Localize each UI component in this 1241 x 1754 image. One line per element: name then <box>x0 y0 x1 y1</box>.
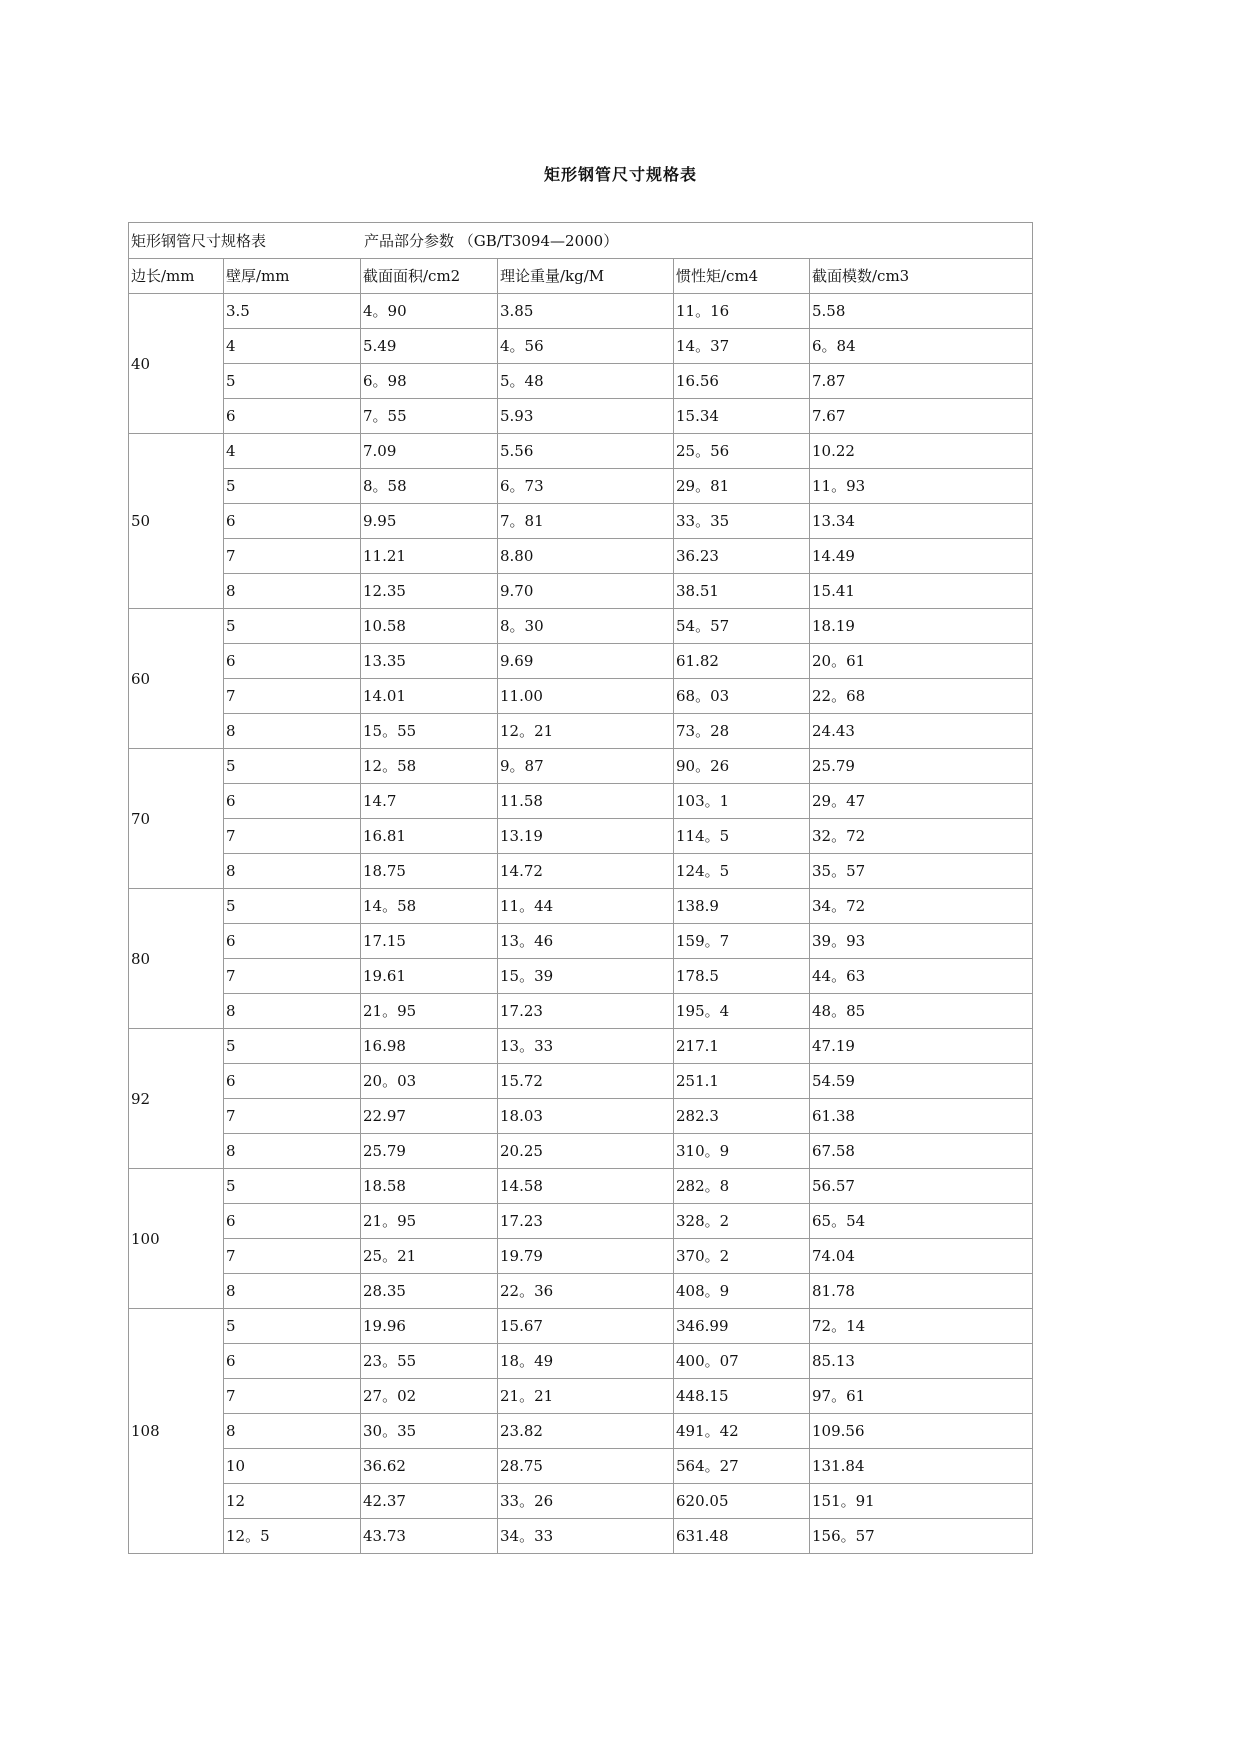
cell-inertia: 408。9 <box>674 1274 810 1309</box>
cell-area: 12.35 <box>361 574 498 609</box>
cell-modulus: 24.43 <box>810 714 1033 749</box>
table-row <box>129 1274 1033 1309</box>
cell-inertia: 36.23 <box>674 539 810 574</box>
header-weight: 理论重量/kg/M <box>498 259 674 294</box>
cell-inertia: 346.99 <box>674 1309 810 1344</box>
cell-inertia: 138.9 <box>674 889 810 924</box>
banner-standard: 产品部分参数 （GB/T3094—2000） <box>364 231 619 250</box>
table-row <box>129 574 1033 609</box>
cell-thickness: 5 <box>224 889 361 924</box>
cell-side-length: 50 <box>129 434 224 609</box>
cell-modulus: 22。68 <box>810 679 1033 714</box>
cell-area: 30。35 <box>361 1414 498 1449</box>
cell-weight: 21。21 <box>498 1379 674 1414</box>
cell-weight: 13.19 <box>498 819 674 854</box>
header-area: 截面面积/cm2 <box>361 259 498 294</box>
table-row <box>129 539 1033 574</box>
cell-modulus: 39。93 <box>810 924 1033 959</box>
cell-inertia: 491。42 <box>674 1414 810 1449</box>
cell-inertia: 38.51 <box>674 574 810 609</box>
cell-modulus: 15.41 <box>810 574 1033 609</box>
cell-inertia: 400。07 <box>674 1344 810 1379</box>
cell-area: 12。58 <box>361 749 498 784</box>
cell-area: 16.98 <box>361 1029 498 1064</box>
table-row <box>129 1239 1033 1274</box>
cell-thickness: 3.5 <box>224 294 361 329</box>
cell-area: 7。55 <box>361 399 498 434</box>
cell-thickness: 8 <box>224 574 361 609</box>
cell-thickness: 8 <box>224 1274 361 1309</box>
cell-area: 22.97 <box>361 1099 498 1134</box>
table-row <box>129 1344 1033 1379</box>
cell-thickness: 7 <box>224 959 361 994</box>
cell-modulus: 5.58 <box>810 294 1033 329</box>
cell-weight: 11.58 <box>498 784 674 819</box>
table-row <box>129 434 1033 469</box>
banner-title: 矩形钢管尺寸规格表 <box>131 231 267 250</box>
header-inertia: 惯性矩/cm4 <box>674 259 810 294</box>
cell-weight: 14.72 <box>498 854 674 889</box>
cell-weight: 5.93 <box>498 399 674 434</box>
table-row <box>129 1449 1033 1484</box>
cell-side-length: 80 <box>129 889 224 1029</box>
cell-weight: 18.03 <box>498 1099 674 1134</box>
cell-modulus: 14.49 <box>810 539 1033 574</box>
cell-inertia: 251.1 <box>674 1064 810 1099</box>
cell-area: 21。95 <box>361 1204 498 1239</box>
cell-area: 43.73 <box>361 1519 498 1554</box>
cell-thickness: 6 <box>224 399 361 434</box>
cell-modulus: 25.79 <box>810 749 1033 784</box>
cell-thickness: 7 <box>224 1239 361 1274</box>
cell-weight: 8。30 <box>498 609 674 644</box>
cell-modulus: 85.13 <box>810 1344 1033 1379</box>
header-side: 边长/mm <box>129 259 224 294</box>
cell-area: 14.01 <box>361 679 498 714</box>
cell-modulus: 72。14 <box>810 1309 1033 1344</box>
cell-thickness: 8 <box>224 1134 361 1169</box>
cell-modulus: 48。85 <box>810 994 1033 1029</box>
cell-area: 19.61 <box>361 959 498 994</box>
cell-weight: 18。49 <box>498 1344 674 1379</box>
cell-modulus: 13.34 <box>810 504 1033 539</box>
cell-thickness: 7 <box>224 1099 361 1134</box>
cell-thickness: 4 <box>224 434 361 469</box>
cell-modulus: 29。47 <box>810 784 1033 819</box>
cell-area: 18.58 <box>361 1169 498 1204</box>
cell-thickness: 12。5 <box>224 1519 361 1554</box>
cell-thickness: 8 <box>224 714 361 749</box>
cell-inertia: 16.56 <box>674 364 810 399</box>
cell-inertia: 29。81 <box>674 469 810 504</box>
cell-area: 4。90 <box>361 294 498 329</box>
cell-thickness: 8 <box>224 1414 361 1449</box>
cell-inertia: 159。7 <box>674 924 810 959</box>
cell-weight: 4。56 <box>498 329 674 364</box>
cell-weight: 6。73 <box>498 469 674 504</box>
table-row <box>129 1519 1033 1554</box>
cell-weight: 22。36 <box>498 1274 674 1309</box>
cell-area: 16.81 <box>361 819 498 854</box>
cell-thickness: 10 <box>224 1449 361 1484</box>
cell-weight: 15.72 <box>498 1064 674 1099</box>
table-row <box>129 329 1033 364</box>
spec-table <box>128 222 1033 1554</box>
table-row <box>129 1099 1033 1134</box>
cell-inertia: 178.5 <box>674 959 810 994</box>
table-row <box>129 504 1033 539</box>
cell-modulus: 20。61 <box>810 644 1033 679</box>
cell-inertia: 620.05 <box>674 1484 810 1519</box>
cell-area: 7.09 <box>361 434 498 469</box>
table-row <box>129 1029 1033 1064</box>
cell-modulus: 44。63 <box>810 959 1033 994</box>
cell-modulus: 34。72 <box>810 889 1033 924</box>
cell-side-length: 92 <box>129 1029 224 1169</box>
cell-thickness: 5 <box>224 1309 361 1344</box>
cell-thickness: 12 <box>224 1484 361 1519</box>
cell-thickness: 7 <box>224 819 361 854</box>
cell-inertia: 124。5 <box>674 854 810 889</box>
table-row <box>129 714 1033 749</box>
table-row <box>129 959 1033 994</box>
cell-thickness: 5 <box>224 469 361 504</box>
cell-weight: 8.80 <box>498 539 674 574</box>
cell-area: 11.21 <box>361 539 498 574</box>
table-row <box>129 994 1033 1029</box>
cell-inertia: 564。27 <box>674 1449 810 1484</box>
cell-modulus: 6。84 <box>810 329 1033 364</box>
cell-weight: 3.85 <box>498 294 674 329</box>
cell-inertia: 33。35 <box>674 504 810 539</box>
cell-inertia: 90。26 <box>674 749 810 784</box>
cell-thickness: 7 <box>224 1379 361 1414</box>
cell-area: 10.58 <box>361 609 498 644</box>
cell-side-length: 70 <box>129 749 224 889</box>
cell-area: 14。58 <box>361 889 498 924</box>
cell-side-length: 108 <box>129 1309 224 1554</box>
cell-thickness: 8 <box>224 994 361 1029</box>
table-row <box>129 1204 1033 1239</box>
cell-thickness: 6 <box>224 504 361 539</box>
header-thickness: 壁厚/mm <box>224 259 361 294</box>
cell-area: 8。58 <box>361 469 498 504</box>
cell-modulus: 151。91 <box>810 1484 1033 1519</box>
cell-modulus: 109.56 <box>810 1414 1033 1449</box>
cell-weight: 15.67 <box>498 1309 674 1344</box>
cell-area: 15。55 <box>361 714 498 749</box>
cell-area: 36.62 <box>361 1449 498 1484</box>
cell-inertia: 14。37 <box>674 329 810 364</box>
cell-thickness: 5 <box>224 749 361 784</box>
table-banner-row <box>129 223 1033 259</box>
cell-modulus: 54.59 <box>810 1064 1033 1099</box>
table-row <box>129 1134 1033 1169</box>
cell-area: 25.79 <box>361 1134 498 1169</box>
table-row <box>129 294 1033 329</box>
cell-side-length: 60 <box>129 609 224 749</box>
cell-modulus: 7.67 <box>810 399 1033 434</box>
cell-thickness: 8 <box>224 854 361 889</box>
cell-thickness: 5 <box>224 609 361 644</box>
cell-area: 21。95 <box>361 994 498 1029</box>
cell-modulus: 32。72 <box>810 819 1033 854</box>
cell-side-length: 100 <box>129 1169 224 1309</box>
cell-weight: 34。33 <box>498 1519 674 1554</box>
cell-weight: 23.82 <box>498 1414 674 1449</box>
cell-inertia: 73。28 <box>674 714 810 749</box>
cell-area: 20。03 <box>361 1064 498 1099</box>
cell-modulus: 65。54 <box>810 1204 1033 1239</box>
cell-area: 23。55 <box>361 1344 498 1379</box>
cell-area: 27。02 <box>361 1379 498 1414</box>
cell-thickness: 4 <box>224 329 361 364</box>
table-row <box>129 854 1033 889</box>
cell-inertia: 103。1 <box>674 784 810 819</box>
table-row <box>129 819 1033 854</box>
cell-weight: 33。26 <box>498 1484 674 1519</box>
table-row <box>129 749 1033 784</box>
cell-inertia: 631.48 <box>674 1519 810 1554</box>
cell-area: 13.35 <box>361 644 498 679</box>
cell-inertia: 328。2 <box>674 1204 810 1239</box>
cell-thickness: 5 <box>224 1169 361 1204</box>
cell-modulus: 18.19 <box>810 609 1033 644</box>
cell-inertia: 61.82 <box>674 644 810 679</box>
cell-thickness: 6 <box>224 924 361 959</box>
cell-area: 28.35 <box>361 1274 498 1309</box>
cell-inertia: 310。9 <box>674 1134 810 1169</box>
cell-inertia: 15.34 <box>674 399 810 434</box>
cell-inertia: 11。16 <box>674 294 810 329</box>
table-row <box>129 1169 1033 1204</box>
cell-thickness: 6 <box>224 784 361 819</box>
cell-weight: 12。21 <box>498 714 674 749</box>
cell-inertia: 448.15 <box>674 1379 810 1414</box>
cell-modulus: 131.84 <box>810 1449 1033 1484</box>
cell-inertia: 195。4 <box>674 994 810 1029</box>
cell-thickness: 7 <box>224 679 361 714</box>
table-row <box>129 1484 1033 1519</box>
cell-modulus: 97。61 <box>810 1379 1033 1414</box>
cell-weight: 13。33 <box>498 1029 674 1064</box>
cell-weight: 14.58 <box>498 1169 674 1204</box>
table-row <box>129 924 1033 959</box>
cell-modulus: 61.38 <box>810 1099 1033 1134</box>
cell-side-length: 40 <box>129 294 224 434</box>
cell-inertia: 54。57 <box>674 609 810 644</box>
table-banner <box>129 223 1033 259</box>
cell-inertia: 114。5 <box>674 819 810 854</box>
table-row <box>129 784 1033 819</box>
cell-weight: 11.00 <box>498 679 674 714</box>
table-row <box>129 1064 1033 1099</box>
cell-weight: 9。87 <box>498 749 674 784</box>
cell-thickness: 6 <box>224 1344 361 1379</box>
table-row <box>129 399 1033 434</box>
cell-area: 19.96 <box>361 1309 498 1344</box>
header-row <box>129 259 1033 294</box>
cell-weight: 5.56 <box>498 434 674 469</box>
cell-thickness: 6 <box>224 644 361 679</box>
table-row <box>129 1379 1033 1414</box>
table-row <box>129 364 1033 399</box>
cell-weight: 15。39 <box>498 959 674 994</box>
cell-inertia: 217.1 <box>674 1029 810 1064</box>
cell-thickness: 6 <box>224 1064 361 1099</box>
cell-weight: 17.23 <box>498 1204 674 1239</box>
cell-area: 14.7 <box>361 784 498 819</box>
table-row <box>129 1414 1033 1449</box>
table-row <box>129 679 1033 714</box>
cell-weight: 9.69 <box>498 644 674 679</box>
cell-modulus: 47.19 <box>810 1029 1033 1064</box>
cell-weight: 20.25 <box>498 1134 674 1169</box>
cell-weight: 7。81 <box>498 504 674 539</box>
cell-inertia: 370。2 <box>674 1239 810 1274</box>
table-row <box>129 1309 1033 1344</box>
cell-area: 18.75 <box>361 854 498 889</box>
cell-modulus: 10.22 <box>810 434 1033 469</box>
cell-area: 17.15 <box>361 924 498 959</box>
cell-modulus: 156。57 <box>810 1519 1033 1554</box>
cell-area: 6。98 <box>361 364 498 399</box>
cell-inertia: 282.3 <box>674 1099 810 1134</box>
cell-modulus: 11。93 <box>810 469 1033 504</box>
cell-area: 25。21 <box>361 1239 498 1274</box>
table-row <box>129 469 1033 504</box>
page-title: 矩形钢管尺寸规格表 <box>543 165 697 184</box>
table-row <box>129 889 1033 924</box>
cell-modulus: 35。57 <box>810 854 1033 889</box>
cell-modulus: 74.04 <box>810 1239 1033 1274</box>
cell-weight: 5。48 <box>498 364 674 399</box>
table-row <box>129 609 1033 644</box>
header-modulus: 截面模数/cm3 <box>810 259 1033 294</box>
cell-area: 9.95 <box>361 504 498 539</box>
cell-modulus: 7.87 <box>810 364 1033 399</box>
cell-weight: 9.70 <box>498 574 674 609</box>
table-row <box>129 644 1033 679</box>
cell-weight: 11。44 <box>498 889 674 924</box>
cell-modulus: 67.58 <box>810 1134 1033 1169</box>
cell-inertia: 282。8 <box>674 1169 810 1204</box>
cell-modulus: 56.57 <box>810 1169 1033 1204</box>
cell-weight: 19.79 <box>498 1239 674 1274</box>
cell-thickness: 7 <box>224 539 361 574</box>
cell-thickness: 5 <box>224 1029 361 1064</box>
cell-weight: 28.75 <box>498 1449 674 1484</box>
cell-thickness: 5 <box>224 364 361 399</box>
cell-inertia: 68。03 <box>674 679 810 714</box>
cell-thickness: 6 <box>224 1204 361 1239</box>
cell-modulus: 81.78 <box>810 1274 1033 1309</box>
cell-weight: 13。46 <box>498 924 674 959</box>
cell-area: 5.49 <box>361 329 498 364</box>
cell-weight: 17.23 <box>498 994 674 1029</box>
cell-area: 42.37 <box>361 1484 498 1519</box>
cell-inertia: 25。56 <box>674 434 810 469</box>
